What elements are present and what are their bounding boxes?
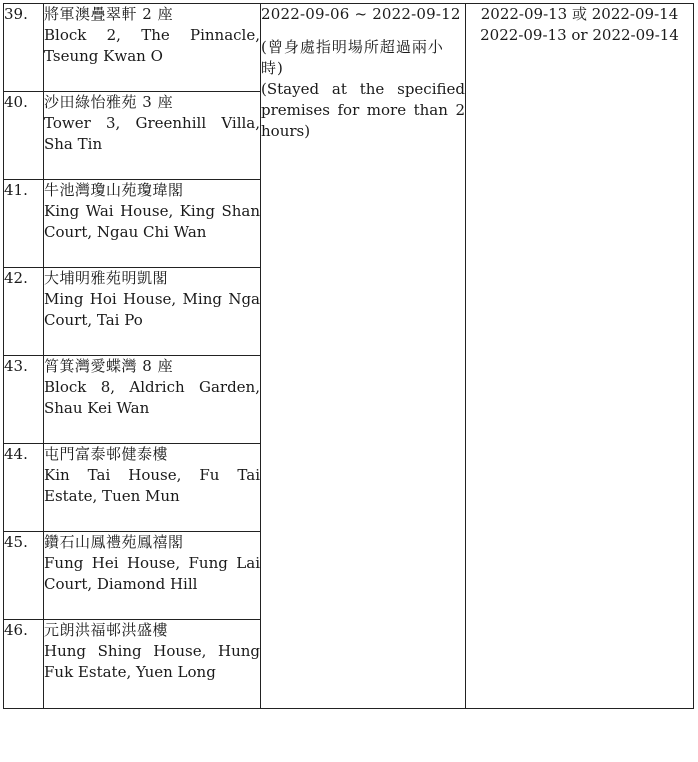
premises-name-zh: 筲箕灣愛蝶灣 8 座 (44, 357, 174, 375)
table-row (4, 4, 694, 92)
premises-name-zh: 將軍澳疊翠軒 2 座 (44, 5, 174, 23)
stay-note-zh: (曾身處指明場所超過兩小時) (261, 38, 444, 77)
row-number: 41. (4, 180, 44, 268)
premises-name-en: Hung Shing House, Hung Fuk Estate, Yuen Long (44, 642, 260, 681)
premises-name-en: Fung Hei House, Fung Lai Court, Diamond Hill (44, 554, 260, 593)
premises-name-en: Kin Tai House, Fu Tai Estate, Tuen Mun (44, 466, 260, 505)
premises-name-zh: 屯門富泰邨健泰樓 (44, 445, 169, 463)
premises-name (44, 356, 261, 444)
test-date-zh: 2022-09-13 或 2022-09-14 (480, 5, 679, 23)
premises-name-en: Block 2, The Pinnacle, Tseung Kwan O (44, 26, 260, 65)
premises-name (44, 620, 261, 709)
row-number: 40. (4, 92, 44, 180)
premises-name (44, 444, 261, 532)
premises-name-en: Ming Hoi House, Ming Nga Court, Tai Po (44, 290, 260, 329)
premises-name-en: Tower 3, Greenhill Villa, Sha Tin (44, 114, 260, 153)
row-number: 46. (4, 620, 44, 709)
premises-name (44, 92, 261, 180)
premises-name-zh: 沙田綠怡雅苑 3 座 (44, 93, 174, 111)
premises-table (3, 3, 694, 709)
premises-name (44, 180, 261, 268)
test-date-en: 2022-09-13 or 2022-09-14 (480, 26, 679, 44)
premises-name-zh: 元朗洪福邨洪盛樓 (44, 621, 169, 639)
premises-name-zh: 鑽石山鳳禮苑鳳禧閣 (44, 533, 184, 551)
row-number: 44. (4, 444, 44, 532)
row-number: 42. (4, 268, 44, 356)
row-number: 45. (4, 532, 44, 620)
premises-name-zh: 牛池灣瓊山苑瓊瑋閣 (44, 181, 184, 199)
premises-name-zh: 大埔明雅苑明凱閣 (44, 269, 169, 287)
stay-period-range: 2022-09-06 ~ 2022-09-12 (261, 5, 461, 23)
premises-name (44, 4, 261, 92)
test-date-cell (466, 4, 694, 709)
premises-name-en: Block 8, Aldrich Garden, Shau Kei Wan (44, 378, 260, 417)
row-number: 43. (4, 356, 44, 444)
stay-period-cell (261, 4, 466, 709)
row-number: 39. (4, 4, 44, 92)
premises-name (44, 532, 261, 620)
stay-note-en: (Stayed at the specified premises for more than 2 hours) (261, 80, 465, 140)
premises-name-en: King Wai House, King Shan Court, Ngau Chi Wan (44, 202, 260, 241)
premises-name (44, 268, 261, 356)
